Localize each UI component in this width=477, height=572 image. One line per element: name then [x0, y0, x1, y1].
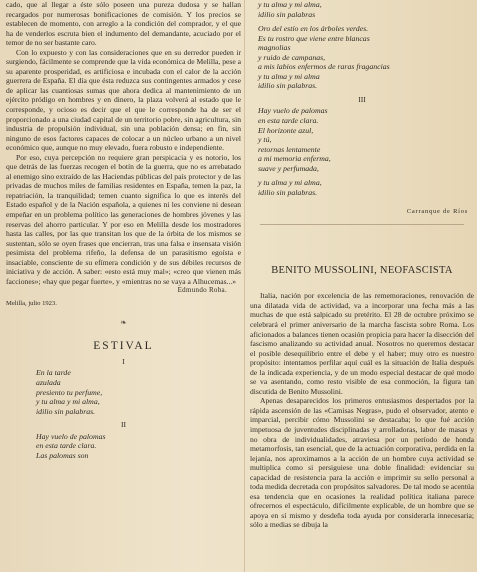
left-column — [6, 0, 241, 572]
article-paragraph: Apenas desaparecidos los primeros entusiasmos despertados por la rápida ascensión de las «Camisas Negras», pudo el observador, atento e imparcial, percibir cómo Mussolini se destacaba; lo que fué acción impetuosa de juventudes disciplinadas y arrolladoras, labor de masas y no obra de individualidades, atraviesa por un período de honda metamorfosis, tan esencial, que de la actuación corporativa, perdida en la lejanía, nos aproximamos a la acción de un hombre cuya actividad se multiplica como si persiguiese una doble finalidad: evidenciar su capacidad de resistencia para la acción e imprimir su sello personal a toda medida decretada con propósitos salvadores. De tal modo se acentúa esa tendencia que en ocasiones la realidad política italiana parece ofrecernos el espectáculo, difícilmente explicable, de un hombre que se apoya en sí mismo y desdeña toda ayuda por considerarla innecesaria; sólo a medias se dibuja la — [250, 396, 474, 530]
poem-verse: azulada — [36, 377, 61, 387]
article-paragraph: Por eso, cuya percepción no requiere gran perspicacia y es notorio, los que detrás de las fuerzas recogen el botín de la guerra, que no es arrebatado al enemigo sino extraído de las Haciendas públicas del país protector y de las privadas de muchos miles de familias residentes en España, temen la paz, la repatriación, la tranquilidad; temen cuanto significa lo que es interés del Estado español y de la Nación española, a quienes ni les conviene ni desean empeñar en un problema político las generaciones de hombres jóvenes y las reservas del ahorro particular. Y por eso en Melilla desde los mostradores hasta las calles, por las que transitan los que de la órbita de los mismos se sustentan, sólo se oyen frases que encierran, tras una falsa e insensata visión pesimista del problema rifeño, la defensa de un parasitismo egoísta e insaciable, consciente de su efímera condición y de sus débiles recursos de iniciativa y de acción. A saber: «esto está muy mal»; «creo que vienen más facciones»; «hay que pegar fuerte», y «mientras no se vaya a Alhucemas...» — [6, 152, 241, 286]
poem-verse: y tu alma y mi alma, — [36, 397, 100, 407]
poem-verse: Hay vuelo de palomas — [258, 106, 328, 116]
poem-verse: Oro del estío en los árboles verdes. — [258, 24, 369, 34]
poem-verse: idilio sin palabras. — [36, 406, 96, 416]
ornament-icon: ❧ — [120, 317, 127, 327]
poem-verse: En la tarde — [36, 368, 71, 378]
poem-title: ESTIVAL — [93, 339, 154, 352]
poet-signature: Carranque de Ríos — [406, 208, 468, 216]
poem-verse: a mi memoria enferma, — [258, 154, 331, 164]
place-date: Melilla, julio 1923. — [6, 299, 57, 307]
author-signature: Edmundo Roba. — [177, 286, 227, 295]
poem-verse: y tú, — [258, 135, 272, 145]
poem-verse: y tu alma y mi alma — [258, 71, 320, 81]
article-paragraph: Italia, nación por excelencia de las rememoraciones, renovación de una dilatada vida de actividad, va a incorporar una fecha más a las muchas de que está salpicado su pretérito. El 28 de octubre próximo se celebrará el primer aniversario de la marcha fascista sobre Roma. Los aficionados a balances tienen ocasión propicia para hacer la disección del fascismo analizando su actividad anual. Nosotros no queremos destacar el posible desequilibrio entre el debe y el haber; muy otro es nuestro propósito: intentamos perfilar aquí cuál es la situación de Italia después de la indicada experiencia, y de un modo especial destacar de qué modo se va asentando, como resto visible de esa conmoción, la figura tan discutida de Benito Mussolini. — [250, 291, 474, 396]
poem-verse: Es tu rostro que viene entre blancas — [258, 33, 370, 43]
poem-stanza — [6, 368, 241, 416]
poem-section-number: II — [120, 420, 127, 430]
article-heading: BENITO MUSSOLINI, NEOFASCISTA — [271, 265, 453, 277]
poem-verse: en esta tarde clara. — [36, 441, 97, 451]
article-paragraph: Con lo expuesto y con las consideraciones que en su derredor pueden ir surgiendo, fácilmente se comprende que la vida económica de Melilla, pese a su aparente prosperidad, es artificiosa e incubada con el calor de la acción guerrera de España. El día que ésta reduzca sus contingentes armados y cese de aplicar las cuantiosas sumas que ahora dedica al mantenimiento de un ejército pródigo en hombres y en dinero, la plaza volverá al estado que le corresponde, y ocioso es decir que el que le corresponde ha de ser el proporcionado a una ciudad capital de un territorio pobre, sin agricultura, sin industria de propulsión individual, sin una población densa; en fin, sin ninguno de esos factores capaces de colocar a un núcleo urbano a un nivel económico que, aunque no muy elevado, fuera robusto e independiente. — [6, 47, 241, 153]
poem-verse: magnolias — [258, 43, 291, 53]
poem-stanza — [250, 0, 474, 91]
poem-verse: en esta tarde clara. — [258, 115, 319, 125]
poem-verse: y ruido de campanas, — [258, 52, 326, 62]
poem-verse: El horizonte azul, — [258, 125, 314, 135]
poem-section-number: III — [358, 94, 366, 104]
poem-verse: presiento tu perfume, — [36, 387, 103, 397]
poem-verse: Las palomas son — [36, 450, 89, 460]
poem-verse: idilio sin palabras. — [258, 81, 318, 91]
poem-stanza — [250, 106, 474, 197]
poem-verse: a mis labios enfermos de raras fragancias — [258, 62, 390, 72]
column-divider — [244, 0, 245, 572]
poem-verse: retornas lentamente — [258, 144, 321, 154]
poem-verse: idilio sin palabras — [258, 9, 316, 19]
poem-section-number: I — [122, 356, 125, 366]
section-divider — [260, 224, 464, 225]
poem-verse: idilio sin palabras. — [258, 187, 318, 197]
article-paragraph: cado, que al llegar a éste sólo poseen una pureza dudosa y se hallan recargados por numerosas bonificaciones de comisión. Y los precios se establecen de momento, con arreglo a la condición del comprador, y el que ha de venderlos escruta bien el indumento del demandante, acuciado por el temor de no ser bastante caro. — [6, 0, 241, 48]
poem-stanza — [6, 432, 241, 461]
poem-verse: Hay vuelo de palomas — [36, 431, 106, 441]
poem-verse: suave y perfumada, — [258, 163, 319, 173]
poem-verse: y tu alma y mi alma, — [258, 178, 322, 188]
right-column — [250, 0, 474, 572]
poem-verse: y tu alma y mi alma, — [258, 0, 322, 9]
